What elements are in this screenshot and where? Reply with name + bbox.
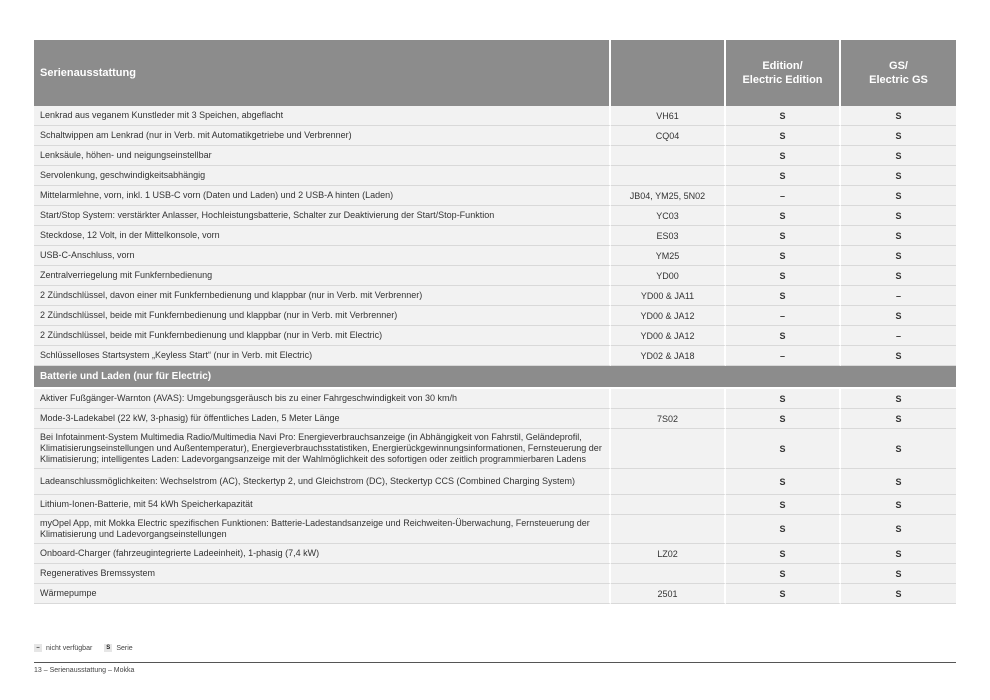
- row-edition-mark: S: [726, 126, 841, 146]
- row-edition-mark: S: [726, 584, 841, 604]
- row-gs-mark: S: [841, 106, 956, 126]
- row-edition-mark: S: [726, 544, 841, 564]
- table-row: [34, 584, 956, 604]
- row-gs-mark: S: [841, 544, 956, 564]
- table-row: [34, 564, 956, 584]
- row-description: Wärmepumpe: [34, 584, 611, 604]
- row-code: YD00 & JA12: [611, 306, 726, 326]
- table-row: [34, 226, 956, 246]
- header-gs: [841, 40, 956, 106]
- row-edition-mark: S: [726, 166, 841, 186]
- row-gs-mark: S: [841, 389, 956, 409]
- table-row: [34, 409, 956, 429]
- row-description: 2 Zündschlüssel, davon einer mit Funkfernbedienung und klappbar (nur in Verb. mit Verbrenner): [34, 286, 611, 306]
- row-code: [611, 469, 726, 495]
- row-description: Start/Stop System: verstärkter Anlasser, Hochleistungsbatterie, Schalter zur Deaktivierung der Start/Stop-Funktion: [34, 206, 611, 226]
- header-edition-line2: Electric Edition: [742, 74, 823, 86]
- row-code: VH61: [611, 106, 726, 126]
- legend: [34, 644, 145, 652]
- row-description: Onboard-Charger (fahrzeugintegrierte Ladeeinheit), 1-phasig (7,4 kW): [34, 544, 611, 564]
- row-edition-mark: S: [726, 389, 841, 409]
- row-description: Ladeanschlussmöglichkeiten: Wechselstrom (AC), Steckertyp 2, und Gleichstrom (DC), Steckertyp CCS (Combined Charging System): [34, 469, 611, 495]
- row-gs-mark: S: [841, 409, 956, 429]
- header-code: [611, 40, 726, 106]
- legend-item-not-available: [34, 644, 92, 652]
- row-code: [611, 389, 726, 409]
- row-gs-mark: S: [841, 584, 956, 604]
- row-edition-mark: –: [726, 186, 841, 206]
- row-description: Aktiver Fußgänger-Warnton (AVAS): Umgebungsgeräusch bis zu einer Fahrgeschwindigkeit von 30 km/h: [34, 389, 611, 409]
- row-edition-mark: S: [726, 564, 841, 584]
- table-row: [34, 246, 956, 266]
- row-gs-mark: S: [841, 146, 956, 166]
- row-edition-mark: S: [726, 226, 841, 246]
- section-header-row: [34, 366, 956, 389]
- table-row: [34, 186, 956, 206]
- row-description: 2 Zündschlüssel, beide mit Funkfernbedienung und klappbar (nur in Verb. mit Verbrenner): [34, 306, 611, 326]
- row-code: JB04, YM25, 5N02: [611, 186, 726, 206]
- row-code: 2501: [611, 584, 726, 604]
- row-code: YM25: [611, 246, 726, 266]
- row-description: Servolenkung, geschwindigkeitsabhängig: [34, 166, 611, 186]
- table-header-row: [34, 40, 956, 106]
- row-description: Zentralverriegelung mit Funkfernbedienung: [34, 266, 611, 286]
- row-description: Steckdose, 12 Volt, in der Mittelkonsole, vorn: [34, 226, 611, 246]
- header-serienausstattung: Serienausstattung: [34, 40, 611, 106]
- table-row: [34, 346, 956, 366]
- row-gs-mark: S: [841, 306, 956, 326]
- row-edition-mark: S: [726, 469, 841, 495]
- table-row: [34, 429, 956, 469]
- section-title-batterie: Batterie und Laden (nur für Electric): [34, 366, 956, 389]
- row-code: YC03: [611, 206, 726, 226]
- row-description: Bei Infotainment-System Multimedia Radio/Multimedia Navi Pro: Energieverbrauchsanzeige (in Abhängigkeit von Fahrstil, Geländeprofil, Klimatisierungseinstellungen und Außentemperatur), Energieverbrauchsstatistiken, Energierückgewinnungsinformationen, Fernsteuerung der Klimatisierung; intelligentes Laden: Ladevorgangsanzeige mit der Wahlmöglichkeit des sofortigen oder zeitlich programmierbaren Ladens: [34, 429, 611, 469]
- row-edition-mark: S: [726, 495, 841, 515]
- row-description: Lenksäule, höhen- und neigungseinstellbar: [34, 146, 611, 166]
- row-code: 7S02: [611, 409, 726, 429]
- row-description: myOpel App, mit Mokka Electric spezifischen Funktionen: Batterie-Ladestandsanzeige und Reichweiten-Überwachung, Fernsteuerung der Klimatisierung und Ladevorgangseinstellungen: [34, 515, 611, 544]
- row-edition-mark: –: [726, 306, 841, 326]
- row-gs-mark: S: [841, 246, 956, 266]
- row-code: [611, 146, 726, 166]
- row-gs-mark: S: [841, 166, 956, 186]
- row-code: YD02 & JA18: [611, 346, 726, 366]
- legend-not-available-symbol: –: [34, 644, 42, 652]
- header-gs-line1: GS/: [889, 60, 908, 72]
- row-edition-mark: S: [726, 409, 841, 429]
- row-code: YD00: [611, 266, 726, 286]
- row-edition-mark: S: [726, 146, 841, 166]
- row-code: [611, 429, 726, 469]
- legend-item-standard: [104, 644, 132, 652]
- footer-divider: [34, 662, 956, 663]
- header-edition-line1: Edition/: [762, 60, 803, 72]
- equipment-table-container: [34, 40, 956, 604]
- row-gs-mark: –: [841, 286, 956, 306]
- table-row: [34, 495, 956, 515]
- row-description: Lithium-Ionen-Batterie, mit 54 kWh Speicherkapazität: [34, 495, 611, 515]
- table-row: [34, 166, 956, 186]
- row-code: ES03: [611, 226, 726, 246]
- row-gs-mark: S: [841, 564, 956, 584]
- row-description: Mittelarmlehne, vorn, inkl. 1 USB-C vorn (Daten und Laden) und 2 USB-A hinten (Laden): [34, 186, 611, 206]
- table-row: [34, 266, 956, 286]
- row-gs-mark: S: [841, 226, 956, 246]
- row-code: YD00 & JA11: [611, 286, 726, 306]
- legend-not-available-label: nicht verfügbar: [46, 644, 93, 652]
- table-row: [34, 515, 956, 544]
- row-description: Mode-3-Ladekabel (22 kW, 3-phasig) für öffentliches Laden, 5 Meter Länge: [34, 409, 611, 429]
- row-code: [611, 515, 726, 544]
- row-edition-mark: S: [726, 266, 841, 286]
- row-gs-mark: S: [841, 495, 956, 515]
- row-gs-mark: S: [841, 186, 956, 206]
- row-gs-mark: S: [841, 266, 956, 286]
- row-code: [611, 564, 726, 584]
- table-row: [34, 389, 956, 409]
- row-description: Regeneratives Bremssystem: [34, 564, 611, 584]
- row-code: CQ04: [611, 126, 726, 146]
- row-edition-mark: –: [726, 346, 841, 366]
- table-row: [34, 286, 956, 306]
- row-gs-mark: S: [841, 469, 956, 495]
- table-row: [34, 106, 956, 126]
- row-gs-mark: S: [841, 515, 956, 544]
- row-description: Schaltwippen am Lenkrad (nur in Verb. mit Automatikgetriebe und Verbrenner): [34, 126, 611, 146]
- row-gs-mark: S: [841, 346, 956, 366]
- row-edition-mark: S: [726, 286, 841, 306]
- row-code: [611, 166, 726, 186]
- legend-standard-symbol: S: [106, 645, 111, 651]
- row-edition-mark: S: [726, 106, 841, 126]
- table-row: [34, 326, 956, 346]
- row-code: [611, 495, 726, 515]
- row-gs-mark: –: [841, 326, 956, 346]
- row-edition-mark: S: [726, 206, 841, 226]
- legend-standard-label: Serie: [116, 644, 133, 652]
- row-description: 2 Zündschlüssel, beide mit Funkfernbedienung und klappbar (nur in Verb. mit Electric): [34, 326, 611, 346]
- row-gs-mark: S: [841, 126, 956, 146]
- table-row: [34, 469, 956, 495]
- page-footer: 13 – Serienausstattung – Mokka: [34, 667, 135, 674]
- table-row: [34, 206, 956, 226]
- row-edition-mark: S: [726, 515, 841, 544]
- row-code: YD00 & JA12: [611, 326, 726, 346]
- table-row: [34, 126, 956, 146]
- row-gs-mark: S: [841, 206, 956, 226]
- row-gs-mark: S: [841, 429, 956, 469]
- row-description: Schlüsselloses Startsystem „Keyless Start“ (nur in Verb. mit Electric): [34, 346, 611, 366]
- table-row: [34, 306, 956, 326]
- header-gs-line2: Electric GS: [869, 74, 928, 86]
- row-description: Lenkrad aus veganem Kunstleder mit 3 Speichen, abgeflacht: [34, 106, 611, 126]
- table-row: [34, 146, 956, 166]
- table-row: [34, 544, 956, 564]
- header-edition: [726, 40, 841, 106]
- row-edition-mark: S: [726, 429, 841, 469]
- row-edition-mark: S: [726, 246, 841, 266]
- row-description: USB-C-Anschluss, vorn: [34, 246, 611, 266]
- row-edition-mark: S: [726, 326, 841, 346]
- equipment-table: [34, 40, 956, 604]
- row-code: LZ02: [611, 544, 726, 564]
